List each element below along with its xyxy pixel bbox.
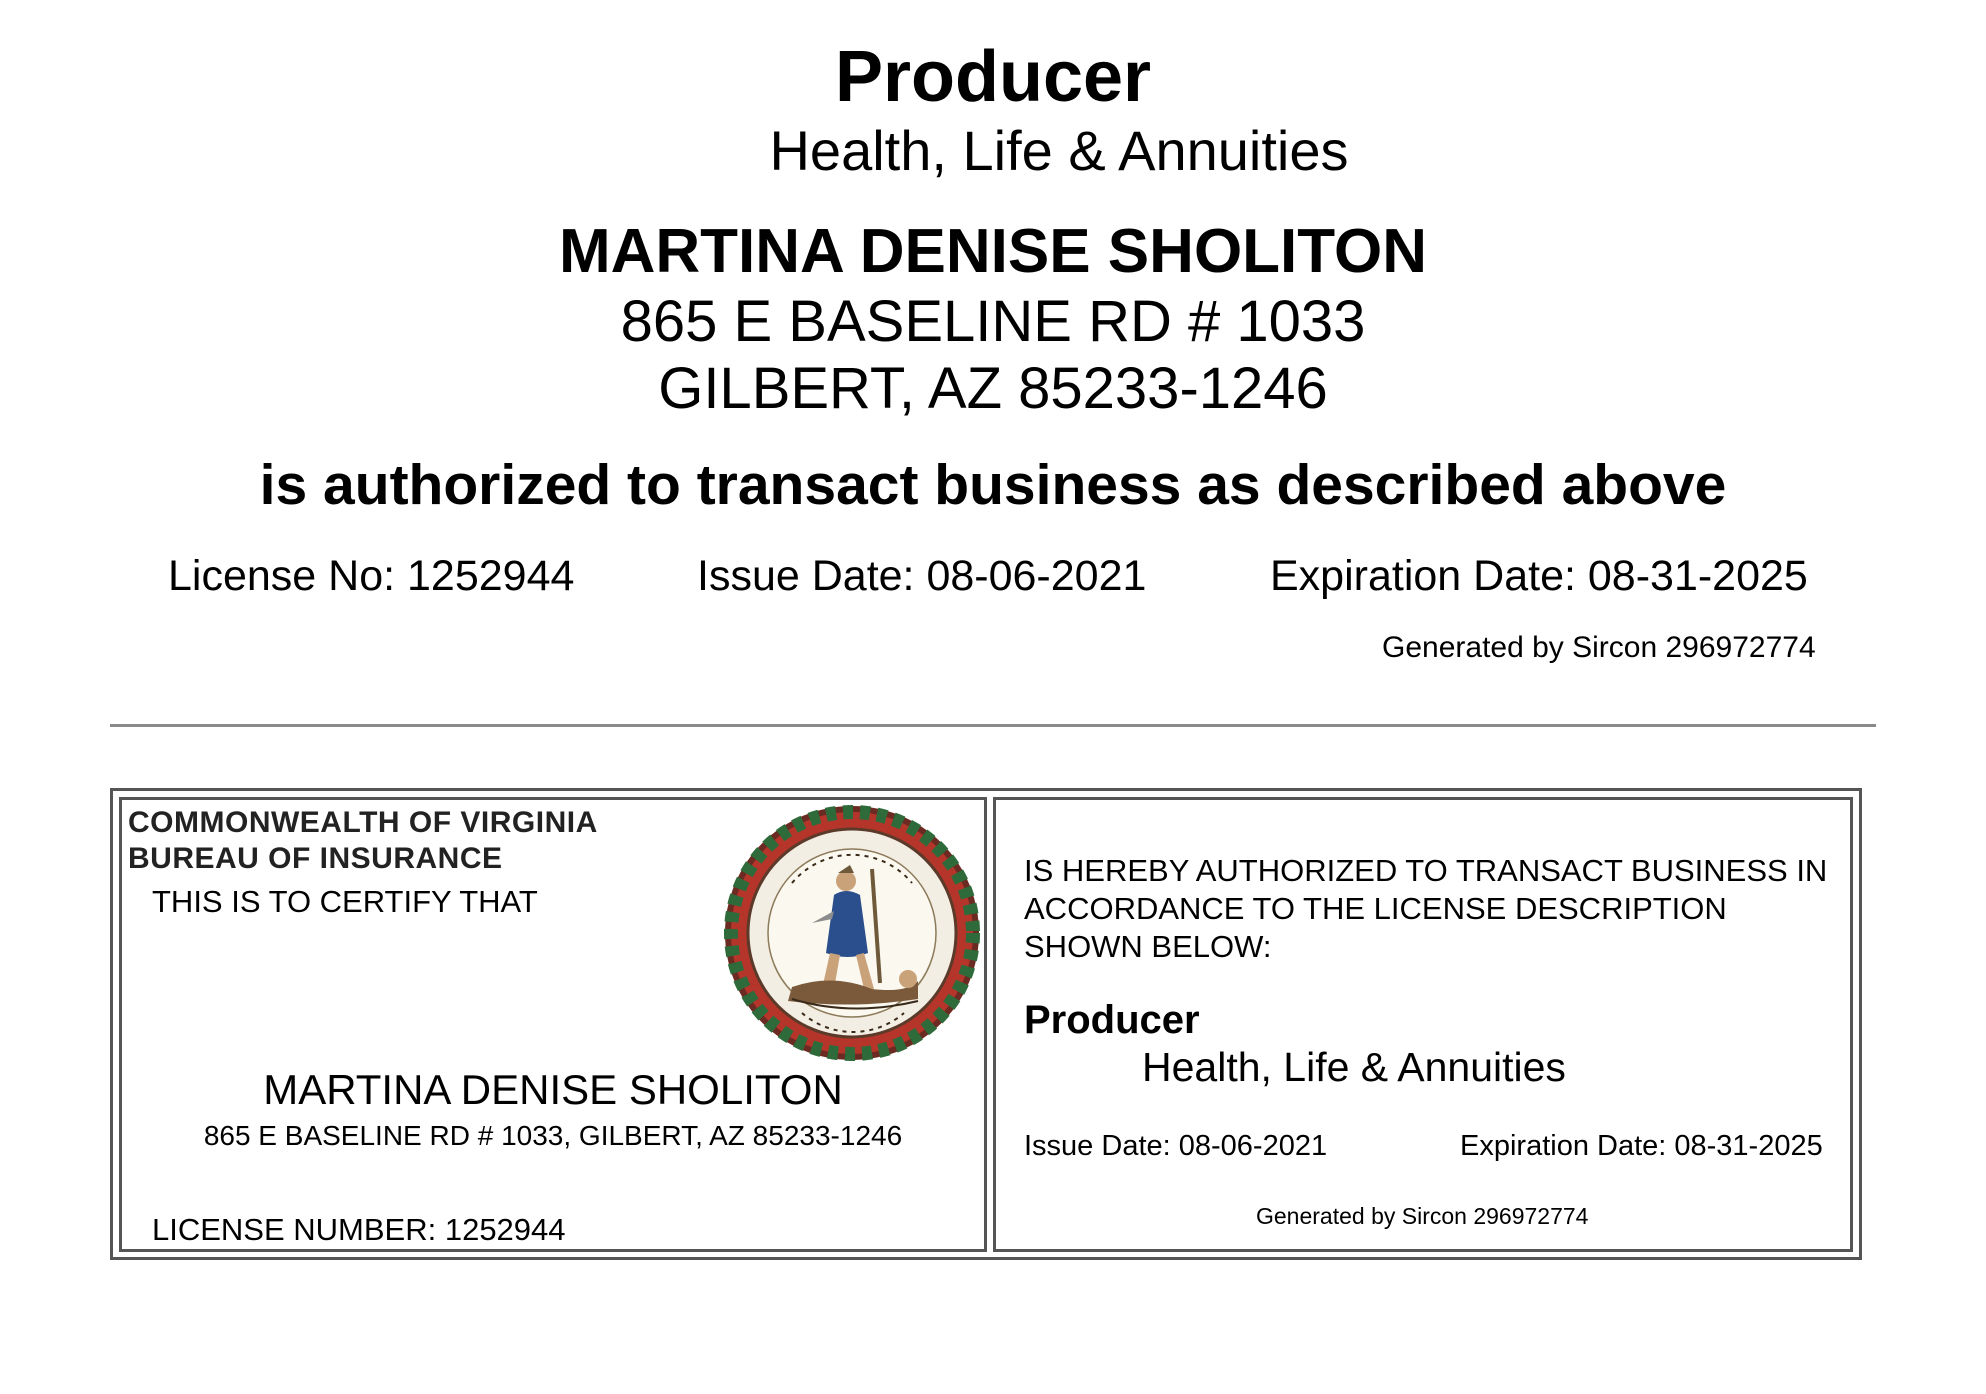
- wallet-license-number: LICENSE NUMBER: 1252944: [152, 1212, 566, 1247]
- agency-name: BUREAU OF INSURANCE: [128, 842, 503, 875]
- cut-line-divider: [110, 724, 1876, 727]
- wallet-licensee-name: MARTINA DENISE SHOLITON: [263, 1066, 843, 1113]
- certify-text: THIS IS TO CERTIFY THAT: [152, 884, 538, 919]
- license-number: License No: 1252944: [168, 552, 575, 600]
- issue-date: Issue Date: 08-06-2021: [697, 552, 1147, 600]
- wallet-issue-date: Issue Date: 08-06-2021: [1024, 1130, 1328, 1162]
- line-of-authority: Health, Life & Annuities: [769, 119, 1349, 182]
- wallet-licensee-address: 865 E BASELINE RD # 1033, GILBERT, AZ 85233-1246: [203, 1120, 903, 1151]
- licensee-name: MARTINA DENISE SHOLITON: [558, 217, 1428, 286]
- state-name: COMMONWEALTH OF VIRGINIA: [128, 806, 598, 839]
- virginia-state-seal-icon: [722, 803, 982, 1063]
- generated-by: Generated by Sircon 296972774: [1382, 631, 1816, 664]
- wallet-license-type: Producer: [1024, 998, 1200, 1042]
- address-line-2: GILBERT, AZ 85233-1246: [658, 356, 1328, 421]
- wallet-authorization-text: IS HEREBY AUTHORIZED TO TRANSACT BUSINESS IN ACCORDANCE TO THE LICENSE DESCRIPTION SHOWN BELOW:: [1024, 853, 1828, 964]
- address-line-1: 865 E BASELINE RD # 1033: [620, 289, 1366, 354]
- license-type-title: Producer: [834, 37, 1152, 117]
- authorization-statement: is authorized to transact business as described above: [259, 453, 1727, 517]
- wallet-expiration-date: Expiration Date: 08-31-2025: [1460, 1130, 1823, 1162]
- wallet-generated-by: Generated by Sircon 296972774: [1256, 1203, 1589, 1229]
- expiration-date: Expiration Date: 08-31-2025: [1270, 552, 1808, 600]
- wallet-line-of-authority: Health, Life & Annuities: [1142, 1044, 1566, 1090]
